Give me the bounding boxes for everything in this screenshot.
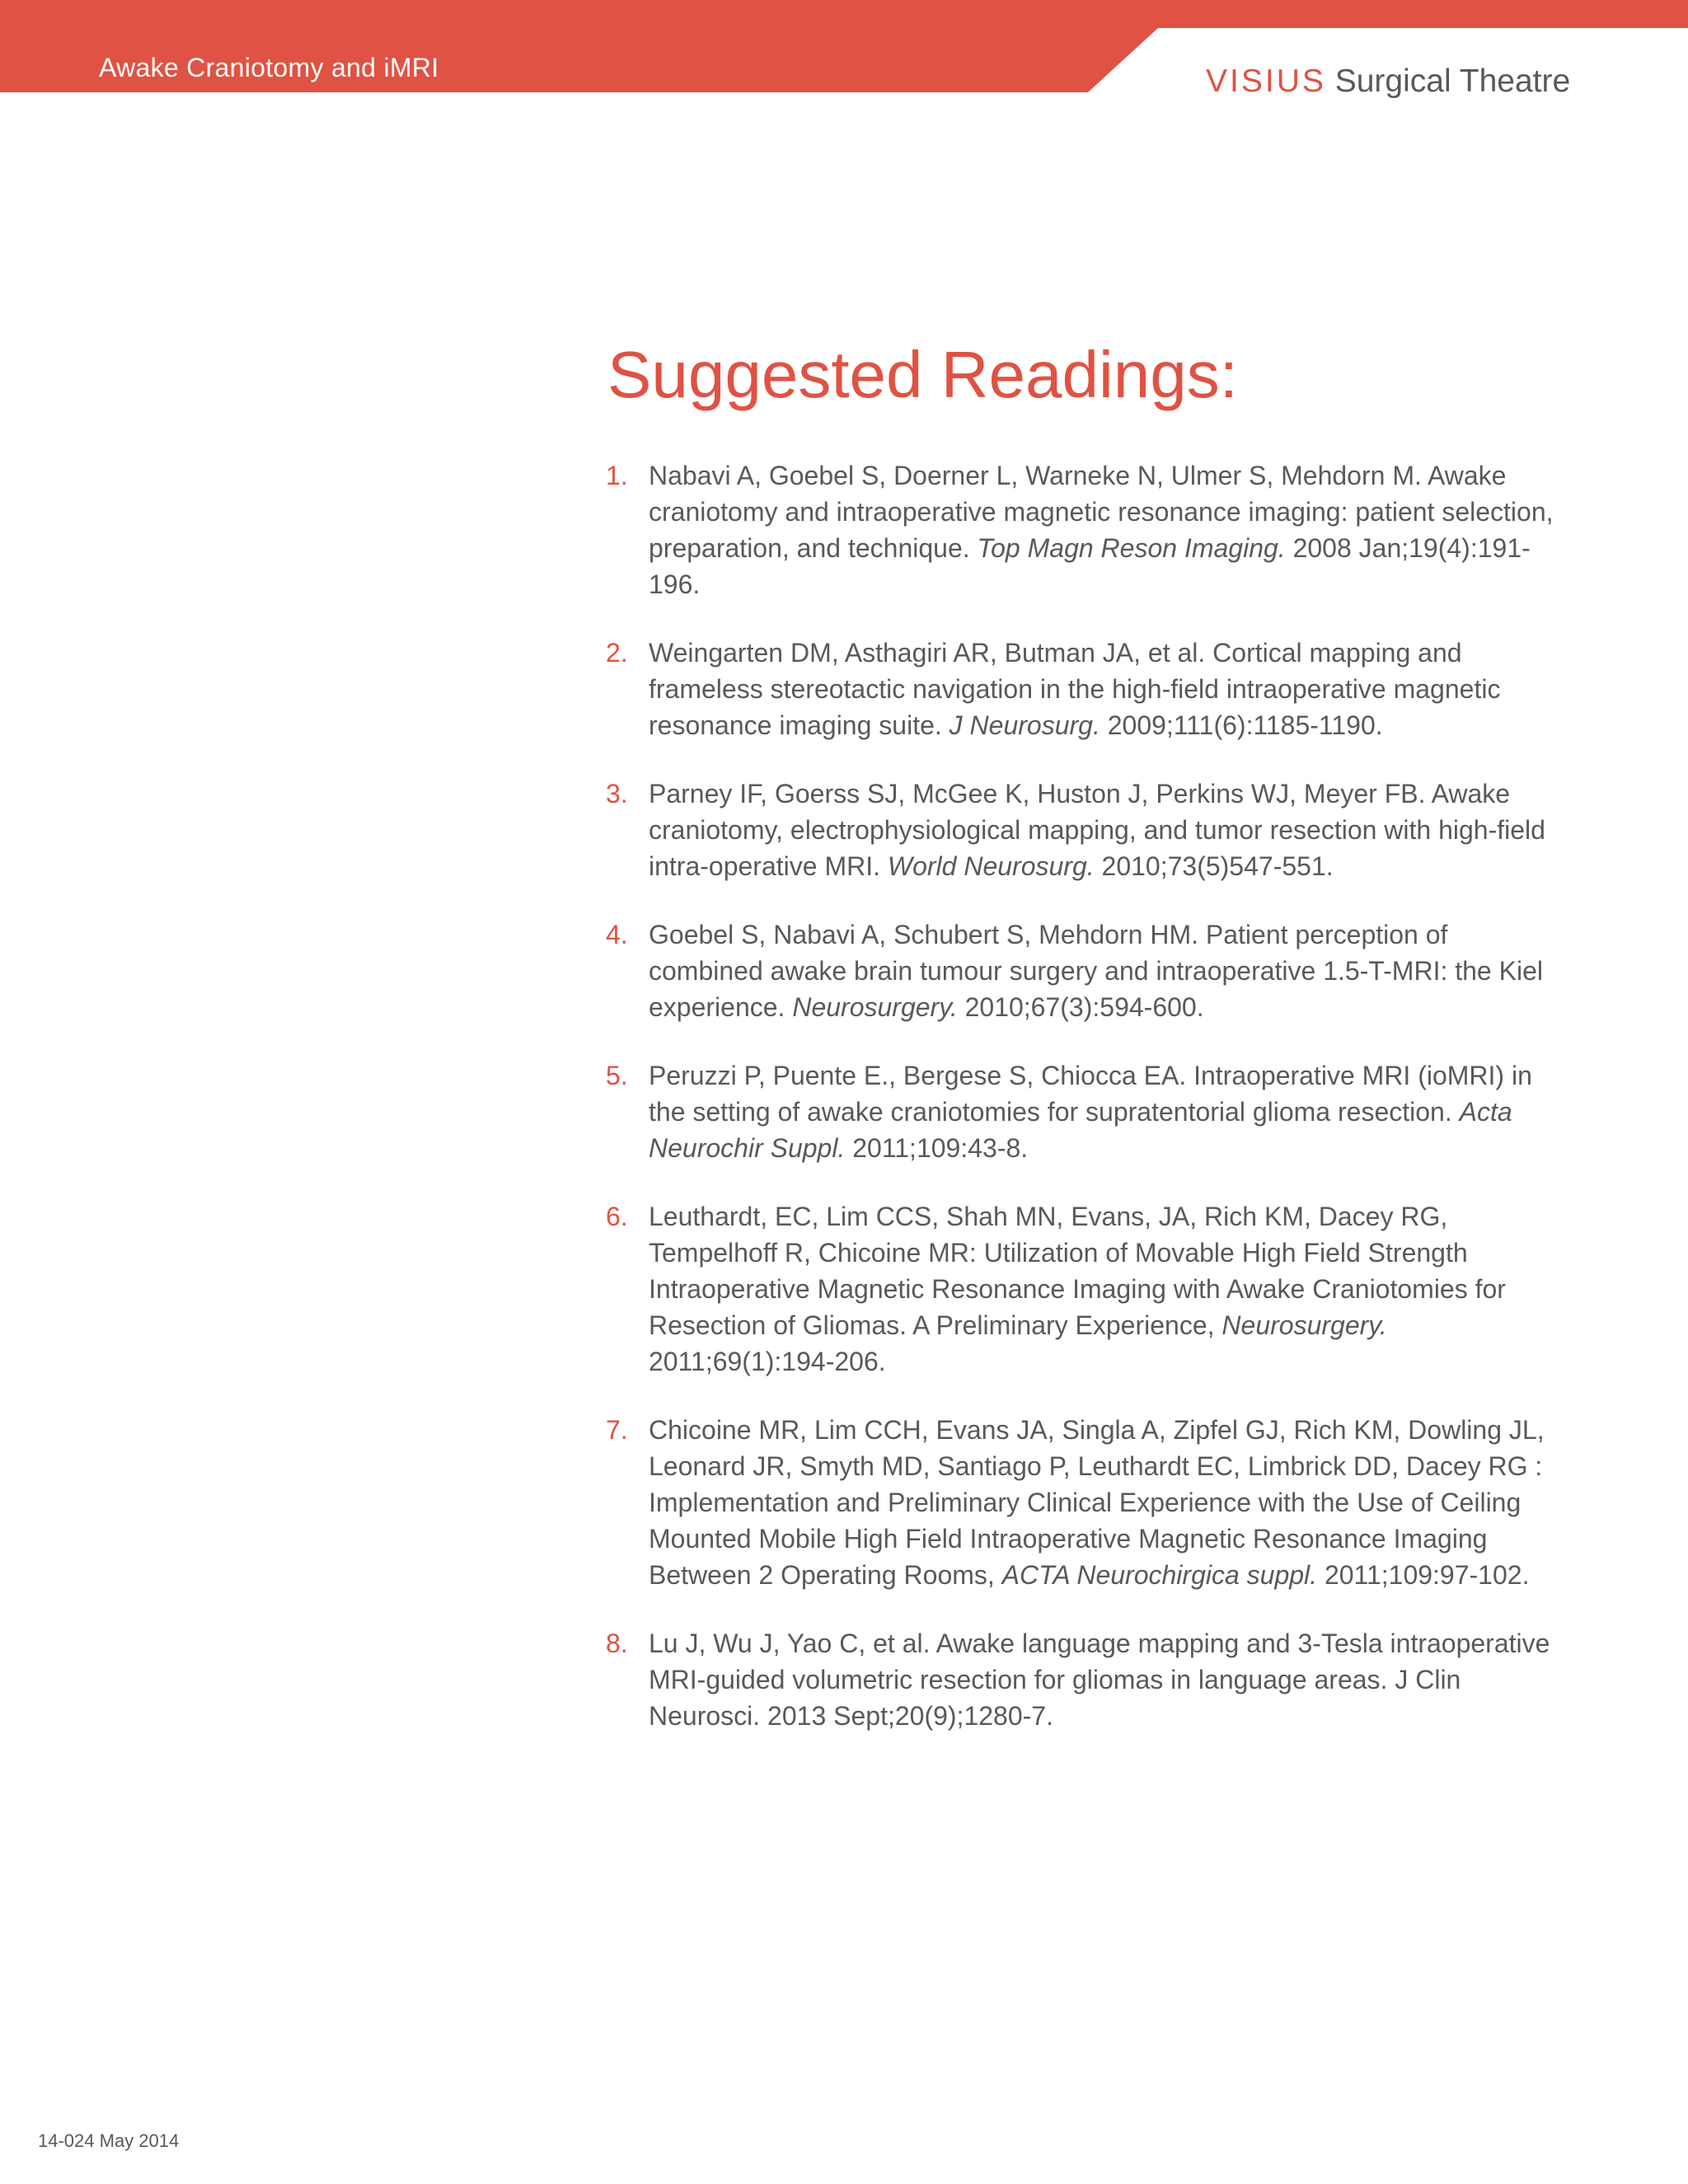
reference-text: Parney IF, Goerss SJ, McGee K, Huston J, Perkins WJ, Meyer FB. Awake craniotomy, electrophysiological mapping, and tumor resection with high-field intra-operative MRI. (649, 779, 1545, 881)
reference-citation: 2010;67(3):594-600. (957, 992, 1204, 1022)
reference-citation: 2011;109:97-102. (1317, 1560, 1530, 1590)
reference-item (606, 1412, 1554, 1593)
reference-text: Nabavi A, Goebel S, Doerner L, Warneke N, Ulmer S, Mehdorn M. Awake craniotomy and intraoperative magnetic resonance imaging: patient selection, preparation, and technique. (649, 461, 1554, 563)
reference-text: Weingarten DM, Asthagiri AR, Butman JA, et al. Cortical mapping and frameless stereotactic navigation in the high-field intraoperative magnetic resonance imaging suite. (649, 638, 1501, 740)
reference-journal: J Neurosurg. (949, 710, 1100, 740)
reference-body (649, 457, 1554, 602)
reference-text: Peruzzi P, Puente E., Bergese S, Chiocca EA. Intraoperative MRI (ioMRI) in the setting of awake craniotomies for supratentorial glioma resection. (649, 1061, 1532, 1127)
reference-number: 5. (606, 1061, 628, 1090)
reference-item (606, 1625, 1554, 1734)
document-code: 14-024 May 2014 (38, 2130, 180, 2151)
reference-body (649, 1057, 1554, 1166)
section-title: Suggested Readings: (607, 338, 1238, 411)
reference-body (649, 916, 1554, 1025)
reference-body (649, 1412, 1554, 1593)
reference-journal: World Neurosurg. (887, 851, 1095, 881)
reference-item (606, 916, 1554, 1025)
reference-number: 8. (606, 1629, 628, 1658)
reference-citation: 2011;109:43-8. (845, 1133, 1029, 1163)
reference-journal: Top Magn Reson Imaging. (977, 533, 1286, 563)
reference-item (606, 457, 1554, 602)
reference-journal: Acta Neurochir Suppl. (649, 1097, 1512, 1163)
reference-list (606, 457, 1554, 1766)
reference-number: 2. (606, 638, 628, 668)
reference-citation: 2010;73(5)547-551. (1094, 851, 1334, 881)
document-title: Awake Craniotomy and iMRI (99, 53, 439, 82)
reference-number: 6. (606, 1202, 628, 1231)
reference-item (606, 1198, 1554, 1380)
reference-text: Chicoine MR, Lim CCH, Evans JA, Singla A, Zipfel GJ, Rich KM, Dowling JL, Leonard JR, Smyth MD, Santiago P, Leuthardt EC, Limbrick DD, Dacey RG : Implementation and Preliminary Clinical Experience with the Use of Ceiling Mounted Mobile High Field Intraoperative Magnetic Resonance Imaging Between 2 Operating Rooms, (649, 1415, 1545, 1590)
reference-body (649, 776, 1554, 884)
reference-body (649, 1198, 1554, 1380)
header-banner (0, 0, 1688, 99)
reference-number: 1. (606, 461, 628, 490)
reference-citation: 2011;69(1):194-206. (649, 1347, 886, 1376)
reference-item (606, 635, 1554, 743)
reference-citation: 2009;111(6):1185-1190. (1100, 710, 1383, 740)
reference-number: 4. (606, 920, 628, 949)
brand-logo (1206, 60, 1570, 103)
reference-journal: Neurosurgery. (1221, 1310, 1387, 1340)
reference-body (649, 1625, 1554, 1734)
reference-item (606, 1057, 1554, 1166)
reference-number: 7. (606, 1415, 628, 1445)
reference-number: 3. (606, 779, 628, 808)
reference-text: Leuthardt, EC, Lim CCS, Shah MN, Evans, JA, Rich KM, Dacey RG, Tempelhoff R, Chicoine MR: Utilization of Movable High Field Strength Intraoperative Magnetic Resonance Imaging with Awake Craniotomies for Resection of Gliomas. A Preliminary Experience, (649, 1202, 1506, 1340)
reference-text: Goebel S, Nabavi A, Schubert S, Mehdorn HM. Patient perception of combined awake brain tumour surgery and intraoperative 1.5-T-MRI: the Kiel experience. (649, 920, 1543, 1022)
reference-journal: Neurosurgery. (792, 992, 958, 1022)
brand-visius: VISIUS (1206, 63, 1326, 99)
reference-text: Lu J, Wu J, Yao C, et al. Awake language mapping and 3-Tesla intraoperative MRI-guided volumetric resection for gliomas in language areas. J Clin Neurosci. 2013 Sept;20(9);1280-7. (649, 1629, 1550, 1731)
reference-body (649, 635, 1554, 743)
brand-surgical-theatre: Surgical Theatre (1334, 63, 1571, 99)
reference-item (606, 776, 1554, 884)
reference-citation: 2008 Jan;19(4):191-196. (649, 533, 1531, 599)
reference-journal: ACTA Neurochirgica suppl. (1001, 1560, 1318, 1590)
